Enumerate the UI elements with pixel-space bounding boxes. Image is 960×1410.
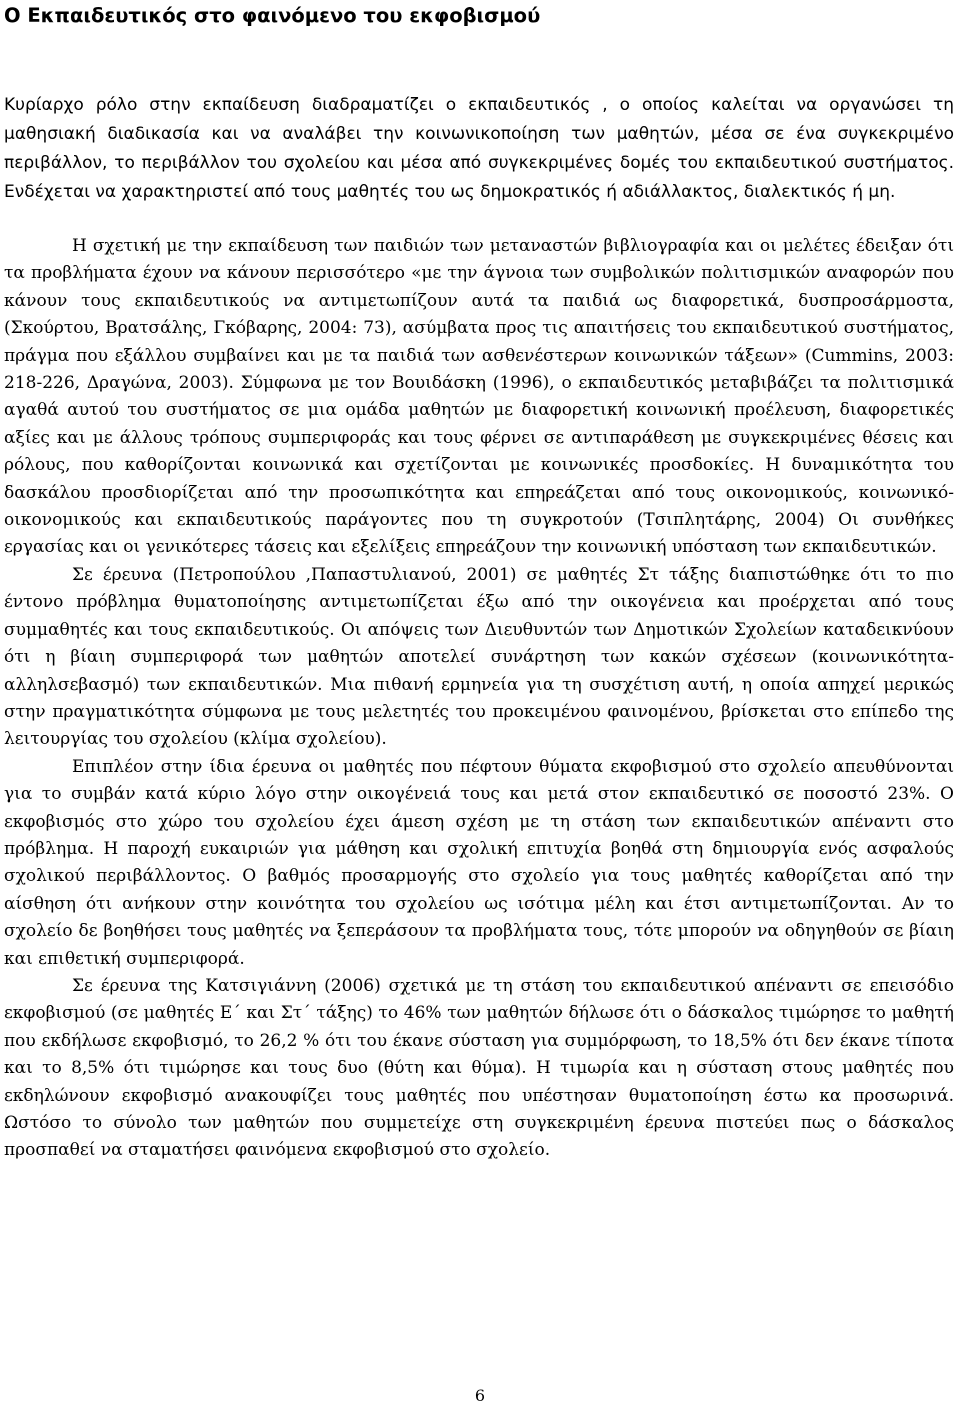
- page-title: Ο Εκπαιδευτικός στο φαινόμενο του εκφοβισμού: [4, 4, 541, 27]
- body-paragraph-4: Σε έρευνα της Κατσιγιάννη (2006) σχετικά με τη στάση του εκπαιδευτικού απέναντι σε επεισόδιο εκφοβισμού (σε μαθητές Ε΄ και Στ΄ τάξης) το 46% των μαθητών δήλωσε ότι ο δάσκαλος τιμώρησε το μαθητή που εκδήλωσε εκφοβισμό, το 26,2 % ότι του έκανε σύσταση για συμμόρφωση, το 18,5% ότι δεν έκανε τίποτα και το 8,5% ότι τιμώρησε και τους δυο (θύτη και θύμα). Η τιμωρία και η σύσταση στους μαθητές που εκδηλώνουν εκφοβισμό ανακουφίζει τους μαθητές που υπέστησαν θυματοποίηση έστω κα προσωρινά. Ωστόσο το σύνολο των μαθητών που συμμετείχε στη συγκεκριμένη έρευνα πιστεύει πως ο δάσκαλος προσπαθεί να σταματήσει φαινόμενα εκφοβισμού στο σχολείο.: [4, 975, 954, 1161]
- body-paragraph-3: Επιπλέον στην ίδια έρευνα οι μαθητές που πέφτουν θύματα εκφοβισμού στο σχολείο απευθύνονται για το συμβάν κατά κύριο λόγο στην οικογένειά τους και μετά στον εκπαιδευτικό σε ποσοστό 23%. Ο εκφοβισμός στο χώρο του σχολείου έχει άμεση σχέση με τη στάση των εκπαιδευτικών απέναντι στο πρόβλημα. Η παροχή ευκαιριών για μάθηση και σχολική επιτυχία βοηθά στη δημιουργία ενός ασφαλούς σχολικού περιβάλλοντος. Ο βαθμός προσαρμογής στο σχολείο για τους μαθητές καθορίζεται από την αίσθηση ότι ανήκουν στην κοινότητα του σχολείου ως ισότιμα μέλη και έτσι αντιμετωπίζονται. Αν το σχολείο δε βοηθήσει τους μαθητές να ξεπεράσουν τα προβλήματα τους, τότε μπορούν να οδηγηθούν σε βίαιη και επιθετική συμπεριφορά.: [4, 756, 954, 969]
- body-text: [4, 233, 954, 1165]
- page-number: 6: [474, 1386, 486, 1405]
- body-paragraph-1: Η σχετική με την εκπαίδευση των παιδιών των μεταναστών βιβλιογραφία και οι μελέτες έδειξαν ότι τα προβλήματα έχουν να κάνουν περισσότερο «με την άγνοια των συμβολικών πολιτισμικών αναφορών που κάνουν τους εκπαιδευτικούς να αντιμετωπίζουν αυτά τα παιδιά ως διαφορετικά, δυσπροσάρμοστα, (Σκούρτου, Βρατσάλης, Γκόβαρης, 2004: 73), ασύμβατα προς τις απαιτήσεις του εκπαιδευτικού συστήματος, πράγμα που εξάλλου συμβαίνει και με τα παιδιά των ασθενέστερων κοινωνικών τάξεων» (Cummins, 2003: 218-226, Δραγώνα, 2003). Σύμφωνα με τον Βουιδάσκη (1996), ο εκπαιδευτικός μεταβιβάζει τα πολιτισμικά αγαθά αυτού του συστήματος σε μια ομάδα μαθητών με διαφορετική κοινωνική προέλευση, διαφορετικές αξίες και με άλλους τρόπους συμπεριφοράς και τους φέρνει σε αντιπαράθεση με συγκεκριμένες θέσεις και ρόλους, που καθορίζονται κοινωνικά και σχετίζονται με κοινωνικές προσδοκίες. Η δυναμικότητα του δασκάλου προσδιορίζεται από την προσωπικότητα και επηρεάζεται από τους οικονομικούς, κοινωνικό-οικονομικούς και εκπαιδευτικούς παράγοντες που τη συγκροτούν (Τσιπλητάρης, 2004) Οι συνθήκες εργασίας και οι γενικότερες τάσεις και εξελίξεις επηρεάζουν την κοινωνική υπόσταση των εκπαιδευτικών.: [4, 236, 954, 558]
- intro-paragraph: Κυρίαρχο ρόλο στην εκπαίδευση διαδραματίζει ο εκπαιδευτικός , ο οποίος καλείται να οργανώσει τη μαθησιακή διαδικασία και να αναλάβει την κοινωνικοποίηση των μαθητών, μέσα σε ένα συγκεκριμένο περιβάλλον, το περιβάλλον του σχολείου και μέσα από συγκεκριμένες δομές του εκπαιδευτικού συστήματος. Ενδέχεται να χαρακτηριστεί από τους μαθητές του ως δημοκρατικός ή αδιάλλακτος, διαλεκτικός ή μη.: [4, 95, 954, 202]
- body-paragraph-2: Σε έρευνα (Πετροπούλου ,Παπαστυλιανού, 2001) σε μαθητές Στ τάξης διαπιστώθηκε ότι το πιο έντονο πρόβλημα θυματοποίησης αντιμετωπίζεται έξω από την οικογένεια και προέρχεται από τους συμμαθητές και τους εκπαιδευτικούς. Οι απόψεις των Διευθυντών των Δημοτικών Σχολείων καταδεικνύουν ότι η βίαιη συμπεριφορά των μαθητών αποτελεί συνάρτηση των κακών σχέσεων (κοινωνικότητα-αλληλσεβασμό) των εκπαιδευτικών. Μια πιθανή ερμηνεία για τη συσχέτιση αυτή, η οποία απηχεί μερικώς στην πραγματικότητα σύμφωνα με τους μελετητές του προκειμένου φαινομένου, βρίσκεται στο επίπεδο της λειτουργίας του σχολείου (κλίμα σχολείου).: [4, 564, 954, 750]
